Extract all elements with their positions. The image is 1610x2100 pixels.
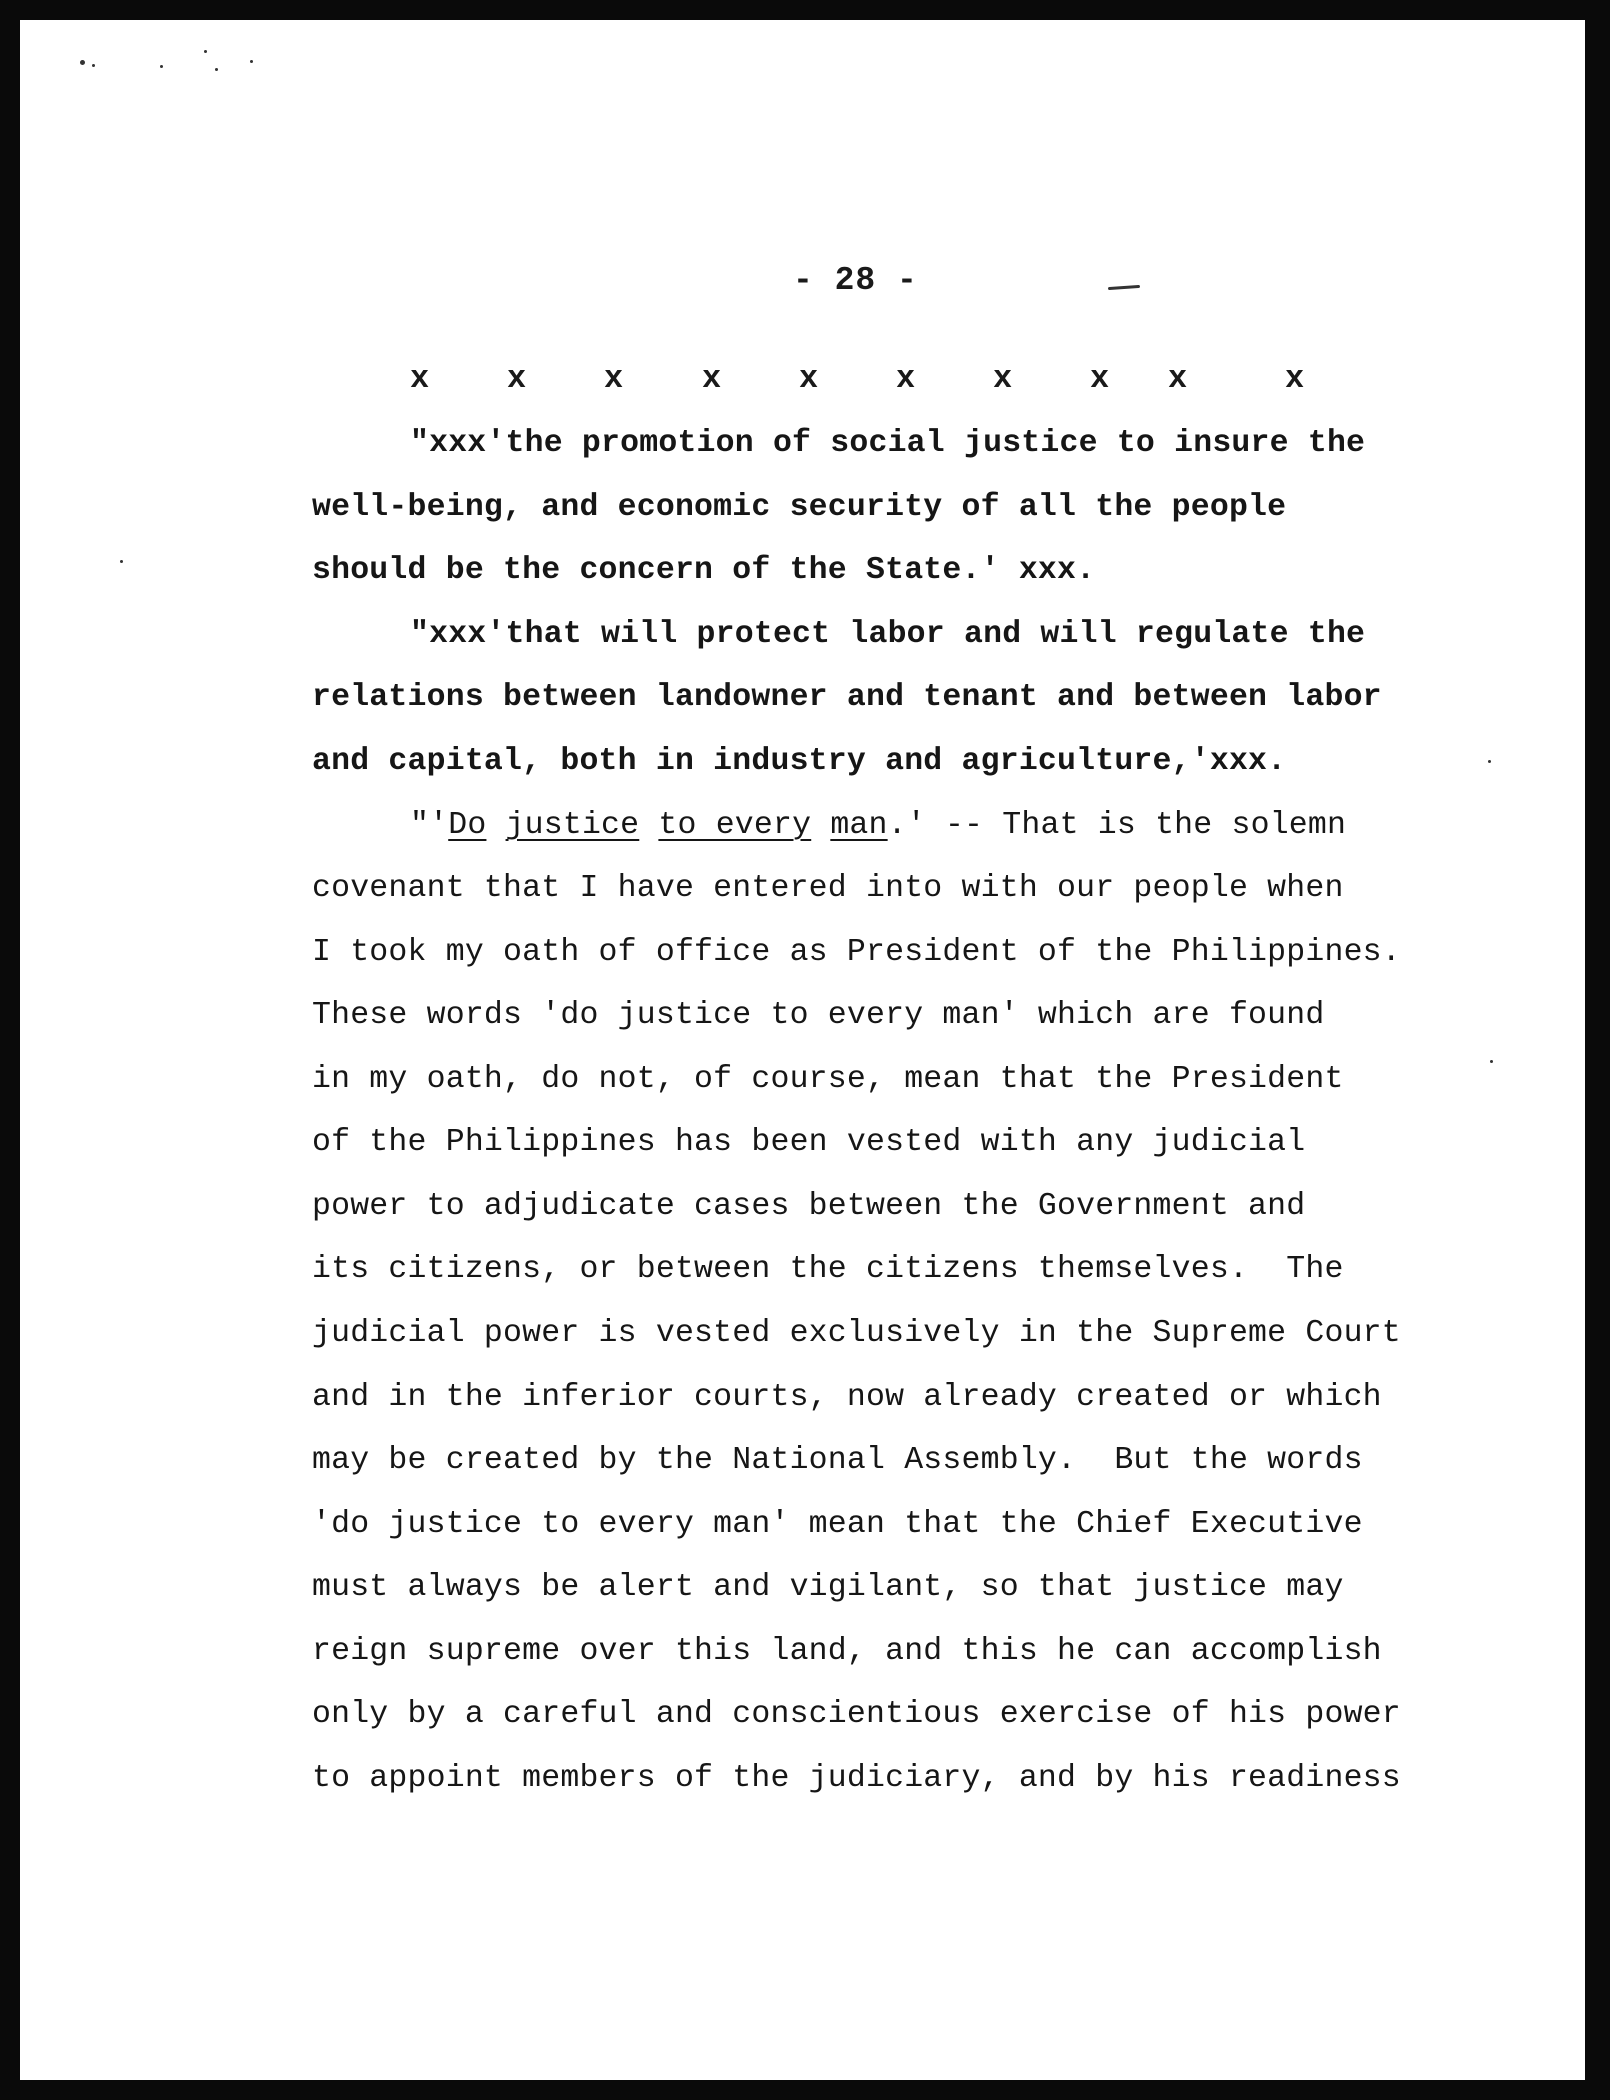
paragraph3-line: These words 'do justice to every man' which are found (312, 998, 1325, 1033)
paragraph2-line: "xxx'that will protect labor and will regulate the (410, 617, 1366, 652)
speck (92, 64, 95, 67)
underlined-word: man (830, 808, 888, 843)
separator-x: x (702, 360, 722, 397)
paragraph3-line: power to adjudicate cases between the Government and (312, 1189, 1306, 1224)
separator-x: x (507, 360, 527, 397)
paragraph1-line: should be the concern of the State.' xxx. (312, 553, 1096, 588)
underlined-word: justice (505, 808, 640, 843)
paragraph3-line: must always be alert and vigilant, so that justice may (312, 1570, 1344, 1605)
speck (215, 68, 218, 71)
paragraph3-line1-rest: .' -- That is the solemn (887, 808, 1347, 843)
speck (1490, 1060, 1493, 1063)
speck (80, 60, 85, 65)
separator-x: x (896, 360, 916, 397)
separator-x: x (1090, 360, 1110, 397)
speck (160, 65, 163, 68)
separator-x: x (410, 360, 430, 397)
paragraph1-line: well-being, and economic security of all the people (312, 490, 1287, 525)
paragraph3-line: reign supreme over this land, and this he can accomplish (312, 1634, 1382, 1669)
paragraph3-line: only by a careful and conscientious exercise of his power (312, 1697, 1401, 1732)
paragraph3-line: I took my oath of office as President of the Philippines. (312, 935, 1401, 970)
paragraph3-line: covenant that I have entered into with our people when (312, 871, 1344, 906)
underlined-word: Do (448, 808, 487, 843)
underlined-word: to every (658, 808, 812, 843)
page-number: - 28 - (793, 262, 918, 299)
paragraph3-line: may be created by the National Assembly. But the words (312, 1443, 1363, 1478)
separator-x: x (1168, 360, 1188, 397)
paragraph2-line: relations between landowner and tenant and between labor (312, 680, 1382, 715)
speck (204, 50, 207, 53)
speck (250, 60, 253, 63)
separator-x: x (1285, 360, 1305, 397)
paragraph3-line: judicial power is vested exclusively in the Supreme Court (312, 1316, 1401, 1351)
paragraph3-line: in my oath, do not, of course, mean that the President (312, 1062, 1344, 1097)
separator-x: x (993, 360, 1013, 397)
speck (1488, 760, 1491, 763)
paragraph3-line: 'do justice to every man' mean that the Chief Executive (312, 1507, 1363, 1542)
section-separator (410, 360, 1310, 400)
paragraph1-line: "xxx'the promotion of social justice to insure the (410, 426, 1366, 461)
paragraph3-line: its citizens, or between the citizens themselves. The (312, 1252, 1344, 1287)
speck (120, 560, 123, 563)
paragraph3-line (410, 806, 1346, 846)
paragraph2-line: and capital, both in industry and agriculture,'xxx. (312, 744, 1287, 779)
separator-x: x (799, 360, 819, 397)
paragraph3-line: to appoint members of the judiciary, and by his readiness (312, 1761, 1401, 1796)
separator-x: x (604, 360, 624, 397)
open-quote: "' (410, 808, 449, 843)
paragraph3-line: of the Philippines has been vested with any judicial (312, 1125, 1306, 1160)
paragraph3-line: and in the inferior courts, now already created or which (312, 1380, 1382, 1415)
